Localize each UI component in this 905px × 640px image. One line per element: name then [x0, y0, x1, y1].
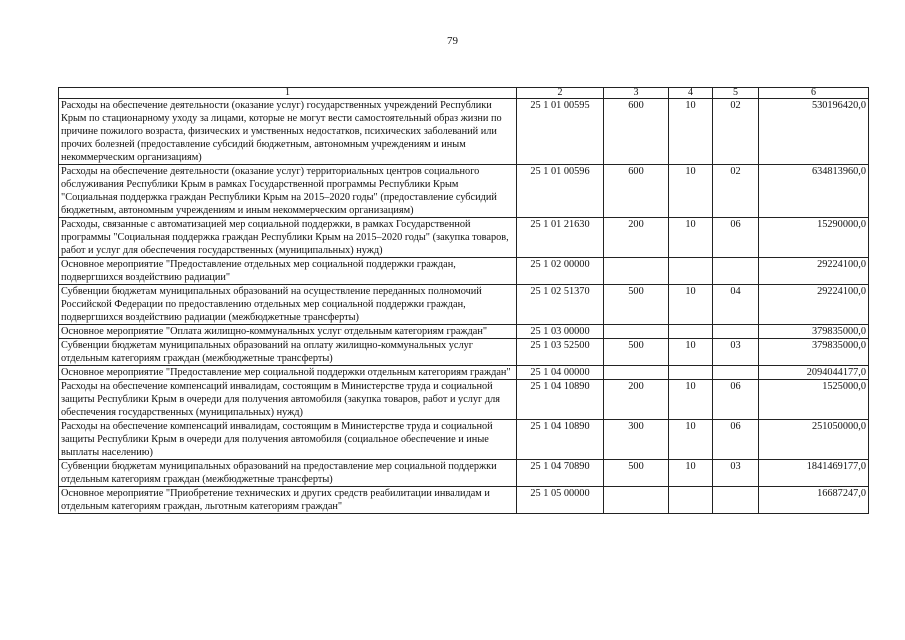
row-name: Субвенции бюджетам муниципальных образований на оплату жилищно-коммунальных услуг отдельным категориям граждан (межбюджетные трансферты) — [59, 339, 517, 366]
table-row — [59, 339, 869, 366]
table-row — [59, 325, 869, 339]
row-amount: 15290000,0 — [759, 218, 869, 258]
row-csr-code: 25 1 04 00000 — [517, 366, 604, 380]
row-subsection — [713, 487, 759, 514]
row-amount: 16687247,0 — [759, 487, 869, 514]
row-expense-type: 500 — [604, 285, 669, 325]
row-expense-type — [604, 325, 669, 339]
row-expense-type — [604, 366, 669, 380]
row-name: Основное мероприятие "Предоставление отдельных мер социальной поддержки граждан, подвергшихся воздействию радиации" — [59, 258, 517, 285]
row-name: Расходы на обеспечение компенсаций инвалидам, состоящим в Министерстве труда и социальной защиты Республики Крым в очереди для получения автомобиля (социальное обеспечение и иные выплаты населению) — [59, 420, 517, 460]
row-section: 10 — [669, 165, 713, 218]
row-name: Расходы, связанные с автоматизацией мер социальной поддержки, в рамках Государственной программы "Социальная поддержка граждан Республики Крым на 2015–2020 годы" (закупка товаров, работ и услуг для обеспечения государственных (муниципальных) нужд) — [59, 218, 517, 258]
row-amount: 1525000,0 — [759, 380, 869, 420]
table-row — [59, 420, 869, 460]
row-section: 10 — [669, 99, 713, 165]
row-expense-type — [604, 258, 669, 285]
row-subsection: 02 — [713, 99, 759, 165]
row-name: Расходы на обеспечение деятельности (оказание услуг) территориальных центров социального обслуживания Республики Крым в рамках Государственной программы Республики Крым "Социальная поддержка граждан Республики Крым на 2015–2020 годы" (предоставление субсидий бюджетным, автономным учреждениям и иным некоммерческим организациям) — [59, 165, 517, 218]
row-csr-code: 25 1 02 00000 — [517, 258, 604, 285]
row-csr-code: 25 1 01 21630 — [517, 218, 604, 258]
row-csr-code: 25 1 01 00596 — [517, 165, 604, 218]
row-section: 10 — [669, 460, 713, 487]
table-row — [59, 165, 869, 218]
budget-table — [58, 87, 869, 514]
row-amount: 530196420,0 — [759, 99, 869, 165]
row-amount: 29224100,0 — [759, 258, 869, 285]
header-cell: 4 — [669, 88, 713, 99]
row-expense-type: 200 — [604, 380, 669, 420]
row-csr-code: 25 1 03 00000 — [517, 325, 604, 339]
row-expense-type: 500 — [604, 339, 669, 366]
page-number: 79 — [447, 35, 458, 47]
row-amount: 1841469177,0 — [759, 460, 869, 487]
row-expense-type: 600 — [604, 165, 669, 218]
row-subsection — [713, 366, 759, 380]
row-section: 10 — [669, 285, 713, 325]
table-row — [59, 99, 869, 165]
row-section: 10 — [669, 218, 713, 258]
row-name: Основное мероприятие "Приобретение технических и других средств реабилитации инвалидам и отдельным категориям граждан, льготным категориям граждан" — [59, 487, 517, 514]
row-subsection: 06 — [713, 420, 759, 460]
row-name: Основное мероприятие "Предоставление мер социальной поддержки отдельным категориям граждан" — [59, 366, 517, 380]
row-amount: 29224100,0 — [759, 285, 869, 325]
row-csr-code: 25 1 05 00000 — [517, 487, 604, 514]
row-expense-type: 600 — [604, 99, 669, 165]
row-csr-code: 25 1 02 51370 — [517, 285, 604, 325]
row-amount: 2094044177,0 — [759, 366, 869, 380]
row-subsection: 02 — [713, 165, 759, 218]
row-name: Расходы на обеспечение деятельности (оказание услуг) государственных учреждений Республики Крым по стационарному уходу за лицами, которые не могут вести самостоятельный образ жизни по причине пожилого возраста, физических и умственных недостатков, психических заболеваний или прочих болезней (предоставление субсидий бюджетным, автономным учреждениям и иным некоммерческим организациям) — [59, 99, 517, 165]
row-name: Субвенции бюджетам муниципальных образований на предоставление мер социальной поддержки отдельным категориям граждан (межбюджетные трансферты) — [59, 460, 517, 487]
row-amount: 634813960,0 — [759, 165, 869, 218]
row-csr-code: 25 1 04 10890 — [517, 380, 604, 420]
row-section: 10 — [669, 380, 713, 420]
row-subsection: 06 — [713, 380, 759, 420]
header-cell: 2 — [517, 88, 604, 99]
row-section: 10 — [669, 420, 713, 460]
table-row — [59, 460, 869, 487]
row-subsection — [713, 258, 759, 285]
table-row — [59, 258, 869, 285]
header-cell: 6 — [759, 88, 869, 99]
row-section — [669, 487, 713, 514]
row-csr-code: 25 1 03 52500 — [517, 339, 604, 366]
row-amount: 251050000,0 — [759, 420, 869, 460]
row-csr-code: 25 1 04 70890 — [517, 460, 604, 487]
row-section — [669, 366, 713, 380]
header-row — [59, 88, 869, 99]
row-section: 10 — [669, 339, 713, 366]
header-cell: 5 — [713, 88, 759, 99]
row-subsection: 04 — [713, 285, 759, 325]
row-section — [669, 258, 713, 285]
row-name: Субвенции бюджетам муниципальных образований на осуществление переданных полномочий Российской Федерации по предоставлению отдельных мер социальной поддержки граждан, подвергшихся воздействию радиации (межбюджетные трансферты) — [59, 285, 517, 325]
row-expense-type: 300 — [604, 420, 669, 460]
row-subsection: 03 — [713, 339, 759, 366]
row-expense-type: 500 — [604, 460, 669, 487]
row-name: Основное мероприятие "Оплата жилищно-коммунальных услуг отдельным категориям граждан" — [59, 325, 517, 339]
row-csr-code: 25 1 04 10890 — [517, 420, 604, 460]
row-section — [669, 325, 713, 339]
row-amount: 379835000,0 — [759, 339, 869, 366]
table-row — [59, 218, 869, 258]
row-subsection: 03 — [713, 460, 759, 487]
table-row — [59, 285, 869, 325]
row-name: Расходы на обеспечение компенсаций инвалидам, состоящим в Министерстве труда и социальной защиты Республики Крым в очереди для получения автомобиля (закупка товаров, работ и услуг для обеспечения государственных (муниципальных) нужд) — [59, 380, 517, 420]
table-row — [59, 366, 869, 380]
table-row — [59, 487, 869, 514]
header-cell: 1 — [59, 88, 517, 99]
table-row — [59, 380, 869, 420]
row-subsection — [713, 325, 759, 339]
row-expense-type — [604, 487, 669, 514]
header-cell: 3 — [604, 88, 669, 99]
row-amount: 379835000,0 — [759, 325, 869, 339]
row-subsection: 06 — [713, 218, 759, 258]
row-expense-type: 200 — [604, 218, 669, 258]
row-csr-code: 25 1 01 00595 — [517, 99, 604, 165]
